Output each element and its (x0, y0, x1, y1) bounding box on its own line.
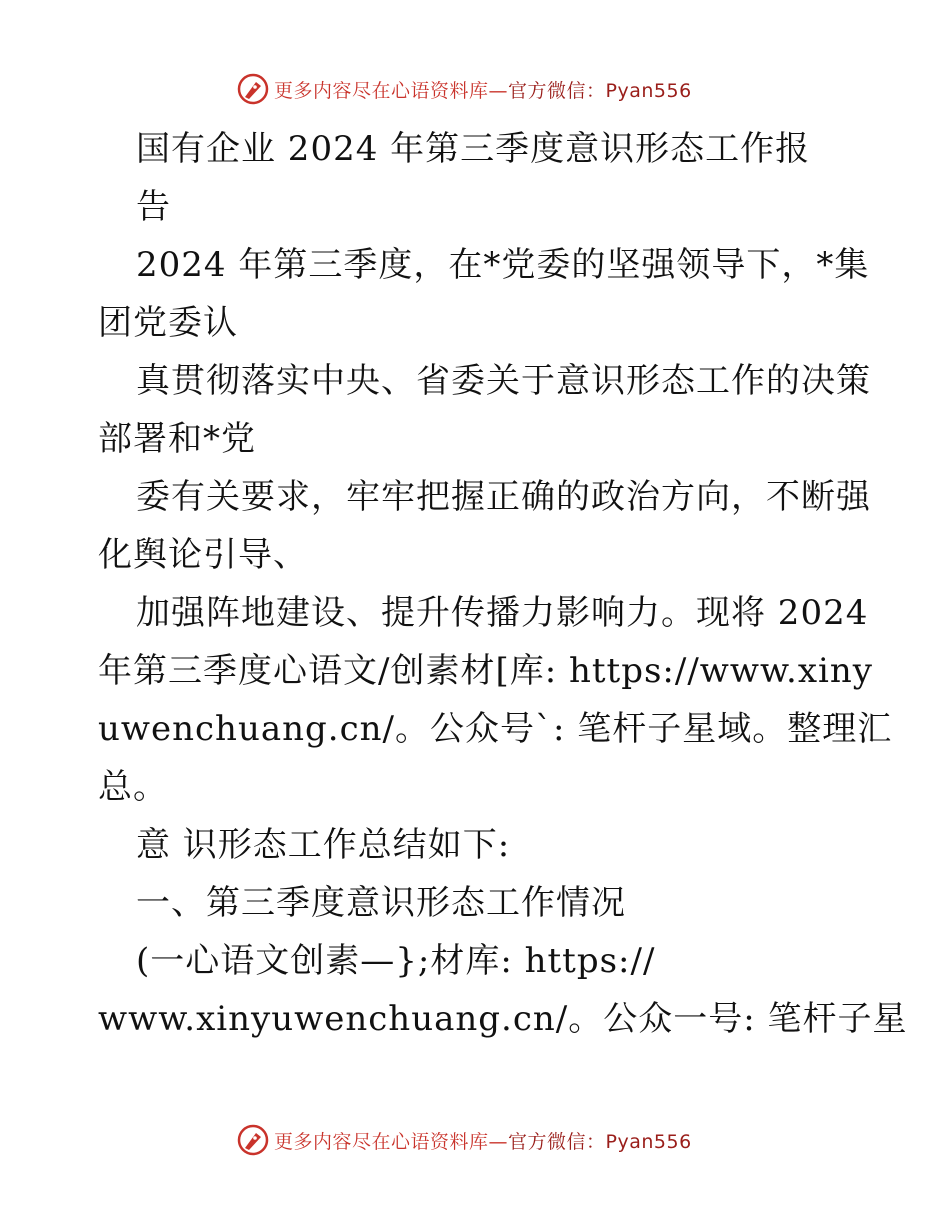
doc-section-heading: 一、第三季度意识形态工作情况 (136, 883, 626, 923)
banner-text (274, 1127, 692, 1154)
doc-paragraph-line: 委有关要求，牢牢把握正确的政治方向，不断强 (136, 477, 871, 517)
doc-paragraph-line: 化舆论引导、 (98, 535, 308, 575)
doc-paragraph-line: 2024 年第三季度，在*党委的坚强领导下，*集 (136, 245, 870, 285)
doc-paragraph-line: 部署和*党 (98, 419, 256, 459)
pen-nib-logo-icon (236, 72, 270, 106)
banner-slogan: 更多内容尽在心语资料库— (274, 1130, 509, 1153)
document-body (98, 120, 908, 1048)
header-banner (236, 72, 692, 106)
doc-paragraph-line: 加强阵地建设、提升传播力影响力。现将 2024 (136, 593, 869, 633)
doc-paragraph-line: www.xinyuwenchuang.cn/。公众一号: 笔杆子星 (98, 999, 908, 1039)
doc-paragraph-line: 年第三季度心语文/创素材[库: https://www.xiny (98, 651, 874, 691)
banner-wechat: 官方微信：Pyan556 (508, 1130, 692, 1153)
doc-paragraph-line: 真贯彻落实中央、省委关于意识形态工作的决策 (136, 361, 871, 401)
pen-nib-logo-icon (236, 1123, 270, 1157)
banner-slogan: 更多内容尽在心语资料库— (274, 79, 509, 102)
doc-paragraph-line: 意 识形态工作总结如下: (136, 825, 511, 865)
banner-text (274, 76, 692, 103)
banner-wechat: 官方微信：Pyan556 (508, 79, 692, 102)
footer-banner (236, 1123, 692, 1157)
doc-title-line-2: 告 (136, 187, 171, 227)
doc-paragraph-line: uwenchuang.cn/。公众号`: 笔杆子星域。整理汇 (98, 709, 893, 749)
doc-subsection-line: (一心语文创素—};材库: https:// (136, 941, 656, 981)
doc-title-line-1: 国有企业 2024 年第三季度意识形态工作报 (136, 129, 811, 169)
doc-paragraph-line: 总。 (98, 767, 168, 807)
doc-paragraph-line: 团党委认 (98, 303, 238, 343)
